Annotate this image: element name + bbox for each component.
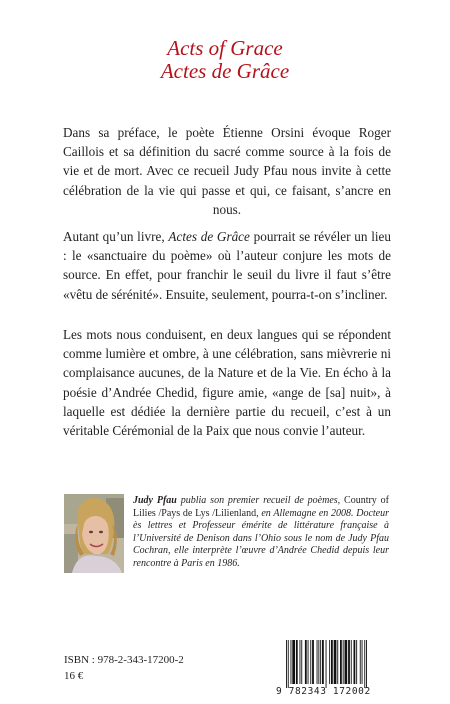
book-title-inline: Actes de Grâce bbox=[168, 229, 250, 244]
barcode-bar bbox=[326, 640, 327, 688]
barcode-bar bbox=[351, 640, 352, 684]
author-bio bbox=[133, 495, 389, 571]
title-english: Acts of Grace bbox=[167, 36, 283, 60]
bio-previous-title: Country of Lilies /Pays de Lys /Lilienland, bbox=[133, 495, 390, 519]
price: 16 € bbox=[64, 670, 84, 682]
barcode-bar bbox=[300, 640, 301, 684]
author-name: Judy Pfau bbox=[133, 495, 177, 506]
paragraph-sanctuary-start: Autant qu’un livre, bbox=[63, 229, 169, 244]
barcode-number: 9 782343 172002 bbox=[276, 686, 371, 697]
barcode-bar bbox=[318, 640, 319, 684]
barcode-bar bbox=[286, 640, 287, 688]
barcode-bar bbox=[310, 640, 311, 684]
title-french: Actes de Grâce bbox=[160, 59, 290, 83]
barcode-bar bbox=[356, 640, 357, 684]
paragraph-preface: Dans sa préface, le poète Étienne Orsini évoque Roger Caillois et sa définition du sacré comme source à la fois de vie et de mort. Avec ce recueil Judy Pfau nous invite à cette célébration de la vie qui passe et qui, ce faisant, s’ancre en nous. bbox=[63, 125, 391, 217]
barcode-bar bbox=[291, 640, 292, 684]
barcode-bar bbox=[334, 640, 337, 684]
barcode-bar bbox=[312, 640, 314, 684]
barcode-bar bbox=[331, 640, 333, 684]
barcode bbox=[284, 640, 396, 688]
barcode-bar bbox=[305, 640, 307, 684]
barcode-bar bbox=[301, 640, 302, 684]
paragraph-sanctuary-end: pourrait se révéler un lieu : le «sanctuaire du poème» où l’auteur conjure les mots de source. En effet, pour franchir le seuil du livre il faut s’être «vêtu de sérénité». Ensuite, seulement, pourra-t-on s’incliner. bbox=[63, 229, 391, 302]
barcode-bar bbox=[317, 640, 318, 684]
barcode-bar bbox=[364, 640, 365, 688]
bio-text-1: publia son premier recueil de poèmes, bbox=[176, 495, 345, 506]
book-title bbox=[0, 37, 450, 83]
bio-text-2: en Allemagne en 2008. Docteur ès lettres et Professeur émérite de littérature française à l’Université de Denison dans l’Ohio sous le nom de Judy Pfau Cochran, elle interprète l’œuvre d’Andrée Chedid depuis leur rencontre à Paris en 1986. bbox=[133, 507, 389, 569]
barcode-bar bbox=[345, 640, 348, 684]
isbn: ISBN : 978-2-343-17200-2 bbox=[64, 654, 184, 666]
barcode-bar bbox=[292, 640, 295, 684]
barcode-bar bbox=[320, 640, 321, 684]
barcode-bar bbox=[348, 640, 350, 684]
barcode-bar bbox=[366, 640, 367, 688]
barcode-bar bbox=[296, 640, 298, 684]
barcode-bar bbox=[337, 640, 338, 684]
barcode-bar bbox=[308, 640, 309, 684]
paragraph-sanctuary bbox=[63, 227, 391, 304]
paragraph-languages: Les mots nous conduisent, en deux langues qui se répondent comme lumière et ombre, à une célébration, sans mièvrerie ni complaisance aucunes, de la Nature et de la Vie. En écho à la poésie d’Andrée Chedid, figure amie, «ange de [sa] nuit», à laquelle est dédiée la dernière partie du recueil, c’est à un véritable Cérémonial de la Paix que nous convie l’auteur. bbox=[63, 327, 391, 439]
barcode-bar bbox=[343, 640, 344, 684]
barcode-bar bbox=[362, 640, 363, 684]
barcode-bar bbox=[329, 640, 330, 684]
barcode-bar bbox=[354, 640, 356, 684]
barcode-bar bbox=[322, 640, 324, 684]
barcode-bar bbox=[288, 640, 289, 688]
barcode-bar bbox=[360, 640, 361, 684]
barcode-bar bbox=[340, 640, 342, 684]
author-photo bbox=[64, 494, 124, 573]
